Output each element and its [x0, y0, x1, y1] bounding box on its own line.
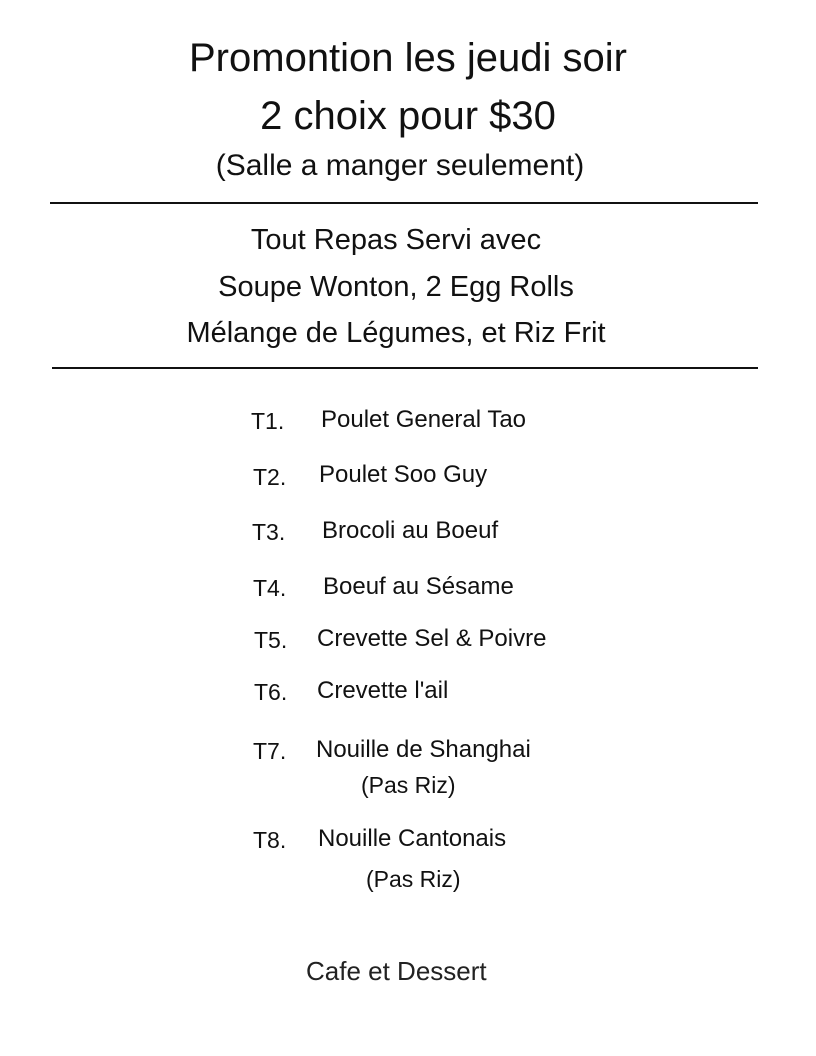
menu-item-code: T6.: [254, 679, 288, 705]
menu-item-name: Crevette l'ail: [317, 677, 449, 704]
page-title-line-1: Promontion les jeudi soir: [189, 36, 627, 80]
menu-item-code: T8.: [253, 827, 287, 853]
included-line-3: Mélange de Légumes, et Riz Frit: [186, 317, 606, 349]
menu-item-name: Nouille de Shanghai: [316, 736, 531, 763]
menu-item-code: T4.: [253, 575, 287, 601]
menu-item-name: Boeuf au Sésame: [323, 573, 514, 600]
page-title-line-2: 2 choix pour $30: [260, 94, 556, 138]
menu-item-note: (Pas Riz): [361, 772, 456, 798]
menu-item-code: T3.: [252, 519, 286, 545]
dining-room-only-note: (Salle a manger seulement): [215, 149, 585, 182]
included-line-2: Soupe Wonton, 2 Egg Rolls: [218, 271, 574, 303]
menu-item-name: Poulet General Tao: [321, 406, 527, 433]
menu-item-name: Poulet Soo Guy: [319, 461, 488, 488]
menu-item-code: T7.: [253, 738, 287, 764]
menu-item-code: T2.: [253, 464, 287, 490]
coffee-dessert-note: Cafe et Dessert: [306, 956, 487, 986]
included-line-1: Tout Repas Servi avec: [250, 224, 542, 256]
menu-item-code: T5.: [254, 627, 288, 653]
divider-top: [50, 202, 758, 204]
menu-item-note: (Pas Riz): [366, 866, 461, 892]
menu-item-code: T1.: [251, 408, 285, 434]
menu-item-name: Crevette Sel & Poivre: [317, 625, 547, 652]
menu-item-name: Brocoli au Boeuf: [322, 517, 499, 544]
menu-item-name: Nouille Cantonais: [318, 825, 507, 852]
divider-bottom: [52, 367, 758, 369]
